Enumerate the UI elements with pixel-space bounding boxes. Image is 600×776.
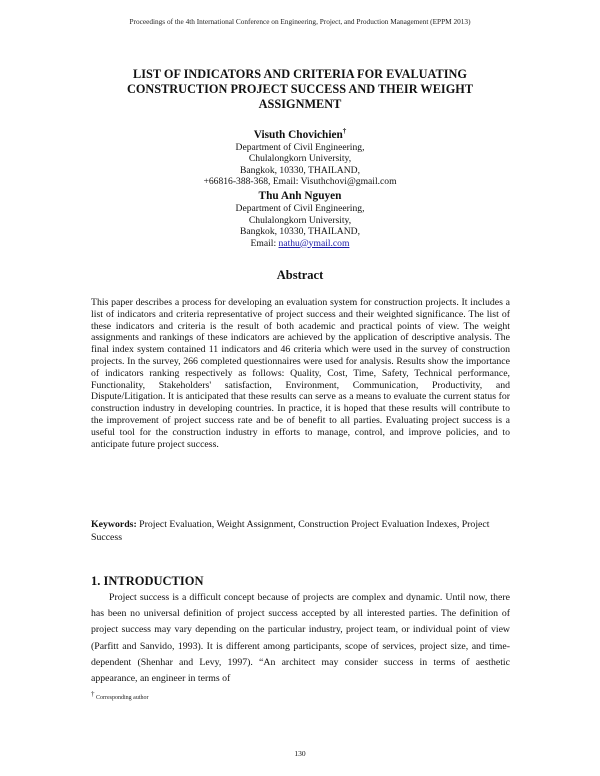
author-address: Bangkok, 10330, THAILAND, [239,226,360,237]
title-line: ASSIGNMENT [258,97,342,111]
footnote [91,690,149,701]
title-line: LIST OF INDICATORS AND CRITERIA FOR EVALUATING [133,67,467,81]
author-name: Visuth Chovichien† [253,127,347,141]
author-block-2 [100,190,500,249]
email-link[interactable]: nathu@ymail.com [278,237,350,249]
author-university: Chulalongkorn University, [248,153,352,165]
author-address: Bangkok, 10330, THAILAND, [239,164,360,176]
introduction-body [91,590,510,687]
abstract-heading: Abstract [276,268,324,282]
keywords [91,519,510,544]
footnote-text: Corresponding author [96,695,149,701]
introduction-paragraph: Project success is a difficult concept because of projects are complex and dynamic. Until now, there has been no universal definition of project success accepted by all interested parties. The definition of project success may vary depending on the particular industry, project team, or individual point of view (Parfitt and Sanvido, 1993). It is different among participants, scope of services, project size, and time-dependent (Shenhar and Levy, 1997). “An architect may consider success in terms of aesthetic appearance, an engineer in terms of [91,592,510,685]
author-block-1 [100,125,500,188]
abstract-paragraph: This paper describes a process for developing an evaluation system for construction projects. It includes a list of indicators and criteria representative of project success and their weighted significance. The list of these indicators and criteria is the result of both academic and practical points of view. The weight assignments and rankings of these indicators are achieved by the application of descriptive analysis. The final index system contained 11 indicators and 46 criteria which were used in the survey of construction projects. In the survey, 266 completed questionnaires were used for analysis. Results show the importance of indicators ranking respectively as follows: Quality, Cost, Time, Safety, Technical performance, Functionality, Stakeholders' satisfaction, Environment, Communication, Productivity, and Dispute/Litigation. It is anticipated that these results can serve as a means to evaluate the current status for construction industry in developing countries. In practice, it is hoped that these results will contribute to the improvement of project success rate and be of benefit to all parties. Evaluating project success is a useful tool for the construction industry in efforts to manage, control, and improve policies, and to anticipate future project success. [91,297,510,450]
abstract-body [91,297,510,450]
author-department: Department of Civil Engineering, [235,203,365,214]
author-contact: +66816-388-368, Email: Visuthchovi@gmail.com [203,176,397,188]
author-email-line: Email: nathu@ymail.com [250,237,350,249]
proceedings-header: Proceedings of the 4th International Conference on Engineering, Project, and Production Management (EPPM 2013) [129,17,471,26]
keywords-label: Keywords: [91,519,137,530]
page-number: 130 [294,749,306,758]
dagger-mark: † [342,127,347,135]
footnote-mark: † [91,690,95,698]
keywords-list: Project Evaluation, Weight Assignment, Construction Project Evaluation Indexes, Project Success [91,519,490,543]
author-university: Chulalongkorn University, [248,214,352,226]
introduction-heading: 1. INTRODUCTION [91,574,204,588]
author-department: Department of Civil Engineering, [235,141,365,153]
paper-title [60,67,540,112]
author-name: Thu Anh Nguyen [258,190,342,202]
title-line: CONSTRUCTION PROJECT SUCCESS AND THEIR WEIGHT [126,82,474,96]
